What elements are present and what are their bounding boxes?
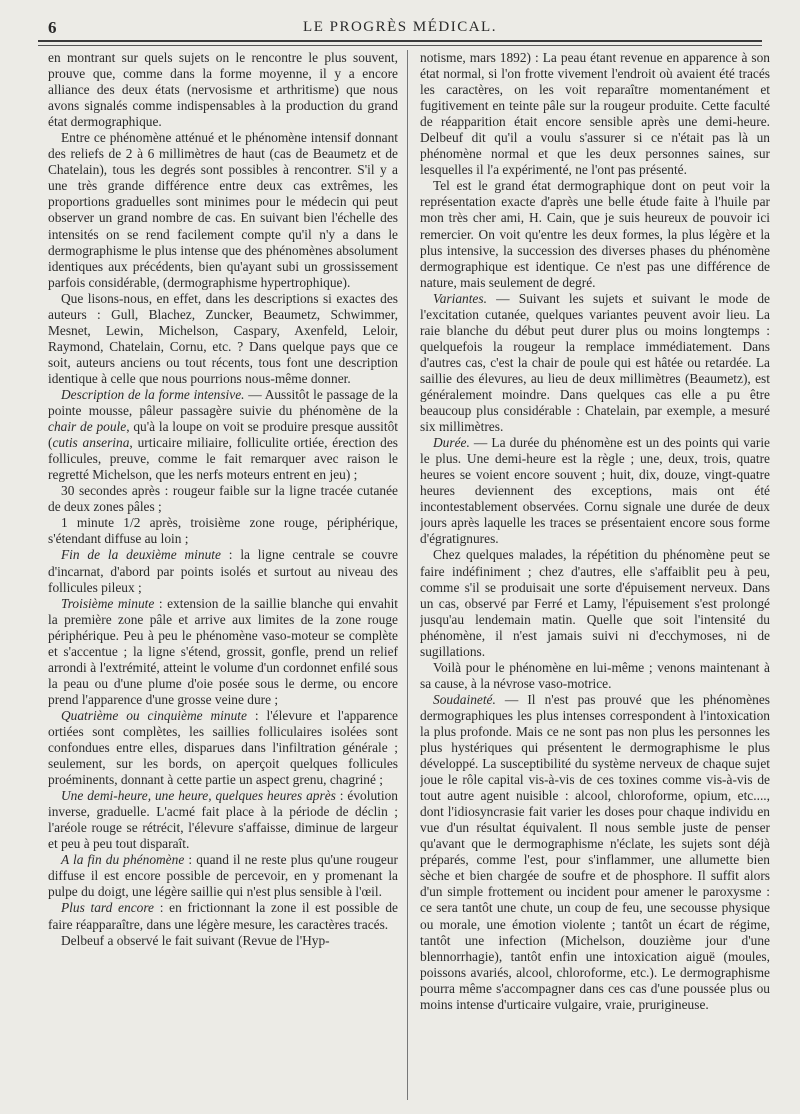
- paragraph: Plus tard encore : en frictionnant la zone il est possible de faire réapparaître, dans une légère mesure, les caractères tracés.: [48, 900, 398, 932]
- paragraph: en montrant sur quels sujets on le rencontre le plus souvent, prouve que, comme dans la forme moyenne, il y a encore alliance des deux états (nervosisme et arthritisme) que nous avons signalés comme indispensables à la production du grand état dermographique.: [48, 50, 398, 130]
- header-rule-thin: [38, 45, 762, 46]
- running-title: LE PROGRÈS MÉDICAL.: [303, 19, 497, 35]
- paragraph: Une demi-heure, une heure, quelques heures après : évolution inverse, graduelle. L'acmé fait place à la période de déclin ; l'aréole rouge se rétrécit, l'élevure s'affaisse, diminue de largeur et peu à peu tout disparaît.: [48, 788, 398, 852]
- header-rule-thick: [38, 40, 762, 42]
- paragraph: Tel est le grand état dermographique dont on peut voir la représentation exacte d'après une belle étude faite à l'huile par mon très cher ami, H. Cain, que je suis heureux de pouvoir ici remercier. On voit qu'entre les deux formes, la plus légère et la plus intensive, la succession des diverses phases du phénomène dermographique est identique. Ce n'est pas une différence de nature, mais seulement de degré.: [420, 178, 770, 290]
- paragraph: Que lisons-nous, en effet, dans les descriptions si exactes des auteurs : Gull, Blachez, Zuncker, Beaumetz, Schwimmer, Mesnet, Lewin, Michelson, Caspary, Axenfeld, Leloir, Raymond, Chatelain, Cornu, etc. ? Dans quelque pays que ce soit, auteurs anciens ou tout récents, tous font une description identique à celle que nous pourrions nous-même donner.: [48, 290, 398, 386]
- paragraph: 1 minute 1/2 après, troisième zone rouge, périphérique, s'étendant diffuse au loin ;: [48, 515, 398, 547]
- paragraph: notisme, mars 1892) : La peau étant revenue en apparence à son état normal, si l'on frotte vivement l'endroit où avaient été tracés les caractères, on les voit reparaître momentanément et fugitivement en teinte pâle sur la rougeur produite. Cette faculté de réapparition était encore sensible après une demi-heure. Delbeuf dit qu'il a voulu s'assurer si ce n'était pas là un phénomène normal et que les deux personnes saines, sur lesquelles il l'a expérimenté, ne l'ont pas présenté.: [420, 50, 770, 178]
- column-divider: [407, 50, 408, 1100]
- paragraph: Fin de la deuxième minute : la ligne centrale se couvre d'incarnat, d'abord par points isolés et surtout au niveau des follicules pileux ;: [48, 547, 398, 595]
- paragraph: Entre ce phénomène atténué et le phénomène intensif donnant des reliefs de 2 à 6 millimètres de haut (cas de Beaumetz et de Chatelain), tous les degrés sont possibles à rencontrer. S'il y a une très grande différence entre deux cas extrêmes, les proportions graduelles sont minimes pour le médecin qui peut observer un grand nombre de cas. En suivant bien l'échelle des intensités on se rend facilement compte qu'il n'y a dans le dermographisme le plus intense que des phénomènes absolument identiques aux précédents, bien qu'ayant subi un grossissement parfois considérable, (dermographisme hypertrophique).: [48, 130, 398, 290]
- paragraph: Variantes. — Suivant les sujets et suivant le mode de l'excitation cutanée, quelques variantes peuvent avoir lieu. La raie blanche du début peut durer plus ou moins longtemps : quelquefois la rougeur la remplace immédiatement. Dans d'autres cas, c'est la chair de poule qui est hâtée ou retardée. La saillie des élevures, au lieu de deux millimètres (Beaumetz), est généralement moindre. Dans quelques cas elle a pu être beaucoup plus considérable : Chatelain, par exemple, a mesuré six millimètres.: [420, 290, 770, 435]
- page-number: 6: [48, 18, 57, 37]
- paragraph: A la fin du phénomène : quand il ne reste plus qu'une rougeur diffuse il est encore possible de percevoir, en y promenant la pulpe du doigt, une légère saillie qui n'est plus sensible à l'œil.: [48, 852, 398, 900]
- left-column: [48, 50, 398, 1108]
- paragraph: Description de la forme intensive. — Aussitôt le passage de la pointe mousse, pâleur passagère suivie du phénomène de la chair de poule, qu'à la loupe on voit se produire presque aussitôt (cutis anserina, urticaire miliaire, folliculite ortiée, érection des follicules, preuve, comme le fait remarquer avec raison le regretté Michelson, que les nerfs moteurs entrent en jeu) ;: [48, 386, 398, 483]
- paragraph: Quatrième ou cinquième minute : l'élevure et l'apparence ortiées sont complètes, les saillies folliculaires isolées sont confondues entre elles, disparues dans l'infiltration générale ; seulement, sur les bords, on aperçoit quelques follicules proéminents, donnant à cette partie un aspect grenu, chagriné ;: [48, 707, 398, 788]
- right-column: [420, 50, 770, 1108]
- paragraph: Delbeuf a observé le fait suivant (Revue de l'Hyp-: [61, 932, 330, 948]
- page-header: [38, 14, 762, 40]
- paragraph: Soudaineté. — Il n'est pas prouvé que les phénomènes dermographiques les plus intenses correspondent à l'intoxication la plus profonde. Mais ce ne sont pas non plus les personnes les plus hystériques qui présentent le dermographisme le plus développé. La susceptibilité du système nerveux de chaque sujet joue le rôle capital vis-à-vis de ces toxines comme vis-à-vis de tout autre agent nuisible : alcool, chloroforme, opium, etc...., dont l'idiosyncrasie fait varier les doses pour chaque individu en vue d'un résultat équivalent. Il nous semble juste de penser qu'avant que le dermographisme n'éclate, les sujets sont déjà préparés, comme l'est, pour s'inflammer, une allumette bien sèche et bien chargée de soufre et de phosphore. Il suffit alors d'un simple frottement ou incident pour amener le paroxysme : ce sera tantôt une chute, un coup de feu, une secousse physique ou morale, une émotion violente ; tantôt un écart de régime, tantôt une infection (Michelson, douzième jour d'une blennorrhagie), tantôt enfin une intoxication aiguë (moules, poissons avariés, alcool, chloroforme, etc.). Le dermographisme pourra même s'accompagner dans ces cas d'une poussée plus ou moins intense d'urticaire vulgaire, vraie, prurigineuse.: [420, 691, 770, 1012]
- paragraph: Troisième minute : extension de la saillie blanche qui envahit la première zone pâle et arrive aux limites de la zone rouge périphérique. Peu à peu le phénomène vaso-moteur se complète et s'accentue ; la ligne s'étend, grossit, gonfle, prend un relief arrondi à l'extrémité, atteint le volume d'un cordonnet enfilé sous la peau ou d'une plume d'oie posée sous le derme, ou encore prend l'apparence d'une grosse veine dure ;: [48, 595, 398, 707]
- paragraph: Durée. — La durée du phénomène est un des points qui varie le plus. Une demi-heure est la règle ; une, deux, trois, quatre heures se voient encore souvent ; huit, dix, douze, vingt-quatre heures deviennent des exceptions, mais ont été incontestablement observées. Cornu signale une durée de deux jours après laquelle les traces se présentaient encore sous forme d'égratignures.: [420, 435, 770, 547]
- paragraph: 30 secondes après : rougeur faible sur la ligne tracée cutanée de deux zones pâles ;: [48, 483, 398, 515]
- paragraph: Voilà pour le phénomène en lui-même ; venons maintenant à sa cause, à la névrose vaso-motrice.: [420, 659, 770, 691]
- paragraph: Chez quelques malades, la répétition du phénomène peut se faire indéfiniment ; chez d'autres, elle s'affaiblit peu à peu, comme s'il se produisait une sorte d'épuisement nerveux. Dans un cas, observé par Ferré et Lamy, l'épuisement s'est prolongé jusqu'au lendemain matin. Quelle que soit l'intensité du phénomène, il n'est jamais suivi ni d'ecchymoses, ni de sugillations.: [420, 547, 770, 659]
